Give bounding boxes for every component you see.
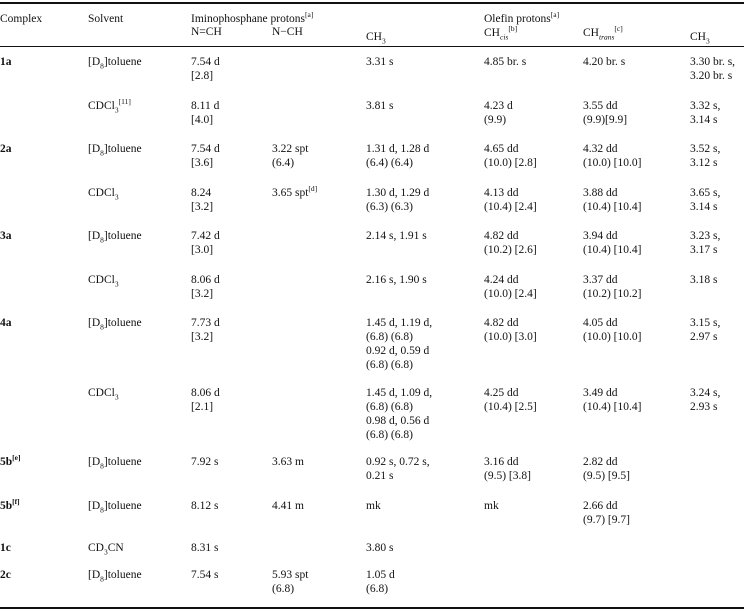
- cell-ch3: 0.92 d, 0.59 d: [366, 345, 430, 357]
- cell-nch: (6.8): [272, 583, 295, 595]
- cell-ch3: 2.14 s, 1.91 s: [366, 230, 427, 242]
- cell-cis: 4.24 dd: [484, 274, 519, 286]
- cell-nch-eq: 7.73 d: [191, 317, 220, 329]
- cell-cis: (10.2) [2.6]: [484, 244, 537, 256]
- cell-trans: 3.37 dd: [583, 274, 618, 286]
- cell-ch3: 2.16 s, 1.90 s: [366, 274, 427, 286]
- cell-cis: (9.5) [3.8]: [484, 470, 531, 482]
- cell-nch-eq: [4.0]: [191, 114, 214, 126]
- cell-nch-eq: 8.06 d: [191, 387, 220, 399]
- cell-trans: (10.2) [10.2]: [583, 288, 642, 300]
- cell-cis: 4.82 dd: [484, 230, 519, 242]
- cell-trans: 3.49 dd: [583, 387, 618, 399]
- cell-nch-eq: 7.54 d: [191, 143, 220, 155]
- cell-ch3: (6.8) (6.8): [366, 331, 413, 343]
- cell-ch3o: 3.18 s: [690, 274, 718, 286]
- cell-ch3: (6.3) (6.3): [366, 201, 413, 213]
- cell-ch3: 3.81 s: [366, 100, 394, 112]
- header-n-ch: N−CH: [272, 26, 303, 38]
- cell-ch3: 0.92 s, 0.72 s,: [366, 456, 430, 468]
- cell-complex: 5b[f]: [0, 497, 20, 512]
- cell-ch3o: 3.12 s: [690, 157, 718, 169]
- cell-cis: mk: [484, 500, 499, 512]
- cell-ch3: 3.31 s: [366, 56, 394, 68]
- header-ch-cis: $CH_{cis}[b]$: [484, 24, 518, 42]
- cell-ch3: 0.98 d, 0.56 d: [366, 415, 430, 427]
- cell-cis: 4.65 dd: [484, 143, 519, 155]
- cell-nch-eq: 7.54 d: [191, 56, 220, 68]
- cell-trans: 4.05 dd: [583, 317, 618, 329]
- cell-trans: 3.88 dd: [583, 187, 618, 199]
- cell-ch3o: 3.52 s,: [690, 143, 721, 155]
- cell-nch-eq: 8.06 d: [191, 274, 220, 286]
- cell-ch3: 1.45 d, 1.19 d,: [366, 317, 433, 329]
- cell-cis: 4.23 d: [484, 100, 513, 112]
- header-ch3-olefin: $CH_3$: [690, 31, 710, 46]
- cell-cis: 4.82 dd: [484, 317, 519, 329]
- cell-solvent: CDCl$_3$: [88, 387, 119, 402]
- cell-nch-eq: 8.11 d: [191, 100, 220, 112]
- header-n-ch-eq: N=CH: [191, 26, 222, 38]
- cell-solvent: $[D_8]toluene$: [88, 456, 142, 471]
- cell-cis: 3.16 dd: [484, 456, 519, 468]
- cell-nch-eq: [3.6]: [191, 157, 214, 169]
- cell-nch-eq: 8.12 s: [191, 500, 219, 512]
- cell-nch-eq: 8.24: [191, 187, 212, 199]
- cell-solvent: $[D_8]toluene$: [88, 230, 142, 245]
- cell-solvent: $[D_8]toluene$: [88, 569, 142, 584]
- cell-nch: 3.65 spt[d]: [272, 184, 318, 199]
- cell-nch-eq: 7.92 s: [191, 456, 219, 468]
- cell-ch3o: 2.97 s: [690, 331, 718, 343]
- cell-nch-eq: [3.2]: [191, 288, 214, 300]
- cell-nch: 3.22 spt: [272, 143, 309, 155]
- header-olefin-group: Olefin protons[a]: [484, 10, 560, 25]
- cell-complex: 1a: [0, 56, 12, 68]
- cell-cis: 4.85 br. s: [484, 56, 527, 68]
- cell-solvent: $[D_8]toluene$: [88, 317, 142, 332]
- cell-ch3: 1.30 d, 1.29 d: [366, 187, 430, 199]
- cell-ch3: (6.8): [366, 583, 389, 595]
- cell-complex: 2c: [0, 569, 11, 581]
- cell-solvent: CDCl$_3$: [88, 274, 119, 289]
- cell-cis: (10.0) [2.4]: [484, 288, 537, 300]
- cell-ch3o: 3.14 s: [690, 114, 718, 126]
- header-ch3: $CH_3$: [366, 31, 386, 46]
- cell-ch3o: 3.32 s,: [690, 100, 721, 112]
- header-ch-trans: $CH_{trans}[c]$: [583, 24, 623, 42]
- cell-trans: (10.4) [10.4]: [583, 201, 642, 213]
- cell-ch3o: 3.15 s,: [690, 317, 721, 329]
- cell-trans: 4.20 br. s: [583, 56, 626, 68]
- cell-trans: (10.4) [10.4]: [583, 401, 642, 413]
- cell-trans: 2.82 dd: [583, 456, 618, 468]
- cell-ch3o: 3.20 br. s: [690, 70, 733, 82]
- cell-cis: (10.0) [3.0]: [484, 331, 537, 343]
- cell-nch-eq: [3.0]: [191, 244, 214, 256]
- cell-nch: 3.63 m: [272, 456, 304, 468]
- top-rule: [0, 2, 744, 4]
- cell-solvent: $[D_8]toluene$: [88, 56, 142, 71]
- cell-ch3o: 3.17 s: [690, 244, 718, 256]
- cell-complex: 4a: [0, 317, 12, 329]
- cell-nch: 5.93 spt: [272, 569, 309, 581]
- cell-ch3o: 3.23 s,: [690, 230, 721, 242]
- cell-complex: 5b[e]: [0, 453, 21, 468]
- cell-ch3: mk: [366, 500, 381, 512]
- cell-trans: (9.7) [9.7]: [583, 514, 630, 526]
- cell-ch3o: 2.93 s: [690, 401, 718, 413]
- header-solvent: Solvent: [88, 13, 124, 25]
- cell-cis: (10.4) [2.5]: [484, 401, 537, 413]
- cell-ch3: 1.31 d, 1.28 d: [366, 143, 430, 155]
- cell-ch3: 1.05 d: [366, 569, 395, 581]
- cell-ch3: (6.8) (6.8): [366, 359, 413, 371]
- header-rule: [0, 46, 744, 47]
- cell-nch: (6.4): [272, 157, 295, 169]
- cell-cis: (10.0) [2.8]: [484, 157, 537, 169]
- cell-solvent: $CD_3CN$: [88, 542, 124, 557]
- bottom-rule: [0, 607, 744, 609]
- cell-cis: (10.4) [2.4]: [484, 201, 537, 213]
- cell-nch-eq: 7.54 s: [191, 569, 219, 581]
- cell-solvent: CDCl$_3$: [88, 187, 119, 202]
- cell-trans: (9.9)[9.9]: [583, 114, 628, 126]
- cell-nch-eq: [3.2]: [191, 201, 214, 213]
- cell-nch-eq: 7.42 d: [191, 230, 220, 242]
- cell-trans: (10.0) [10.0]: [583, 157, 642, 169]
- header-complex: Complex: [0, 13, 43, 25]
- cell-ch3: 1.45 d, 1.09 d,: [366, 387, 433, 399]
- cell-solvent: CDCl$_3$[11]: [88, 97, 131, 115]
- cell-ch3o: 3.24 s,: [690, 387, 721, 399]
- header-iminophosphane-group: Iminophosphane protons[a]: [191, 10, 314, 25]
- cell-ch3: 0.21 s: [366, 470, 394, 482]
- cell-complex: 3a: [0, 230, 12, 242]
- cell-ch3o: 3.65 s,: [690, 187, 721, 199]
- cell-trans: 3.94 dd: [583, 230, 618, 242]
- cell-nch-eq: [2.8]: [191, 70, 214, 82]
- cell-trans: 4.32 dd: [583, 143, 618, 155]
- cell-nch-eq: [2.1]: [191, 401, 214, 413]
- cell-complex: 1c: [0, 542, 11, 554]
- cell-trans: 3.55 dd: [583, 100, 618, 112]
- cell-nch-eq: [3.2]: [191, 331, 214, 343]
- cell-solvent: $[D_8]toluene$: [88, 143, 142, 158]
- cell-ch3: (6.8) (6.8): [366, 429, 413, 441]
- cell-nch: 4.41 m: [272, 500, 304, 512]
- cell-trans: (9.5) [9.5]: [583, 470, 630, 482]
- cell-ch3: 3.80 s: [366, 542, 394, 554]
- cell-ch3o: 3.30 br. s,: [690, 56, 736, 68]
- cell-ch3o: 3.14 s: [690, 201, 718, 213]
- cell-trans: 2.66 dd: [583, 500, 618, 512]
- cell-trans: (10.0) [10.0]: [583, 331, 642, 343]
- cell-cis: (9.9): [484, 114, 507, 126]
- cell-ch3: (6.8) (6.8): [366, 401, 413, 413]
- cell-cis: 4.25 dd: [484, 387, 519, 399]
- cell-solvent: $[D_8]toluene$: [88, 500, 142, 515]
- cell-ch3: (6.4) (6.4): [366, 157, 413, 169]
- cell-nch-eq: 8.31 s: [191, 542, 219, 554]
- cell-cis: 4.13 dd: [484, 187, 519, 199]
- cell-complex: 2a: [0, 143, 12, 155]
- cell-trans: (10.4) [10.4]: [583, 244, 642, 256]
